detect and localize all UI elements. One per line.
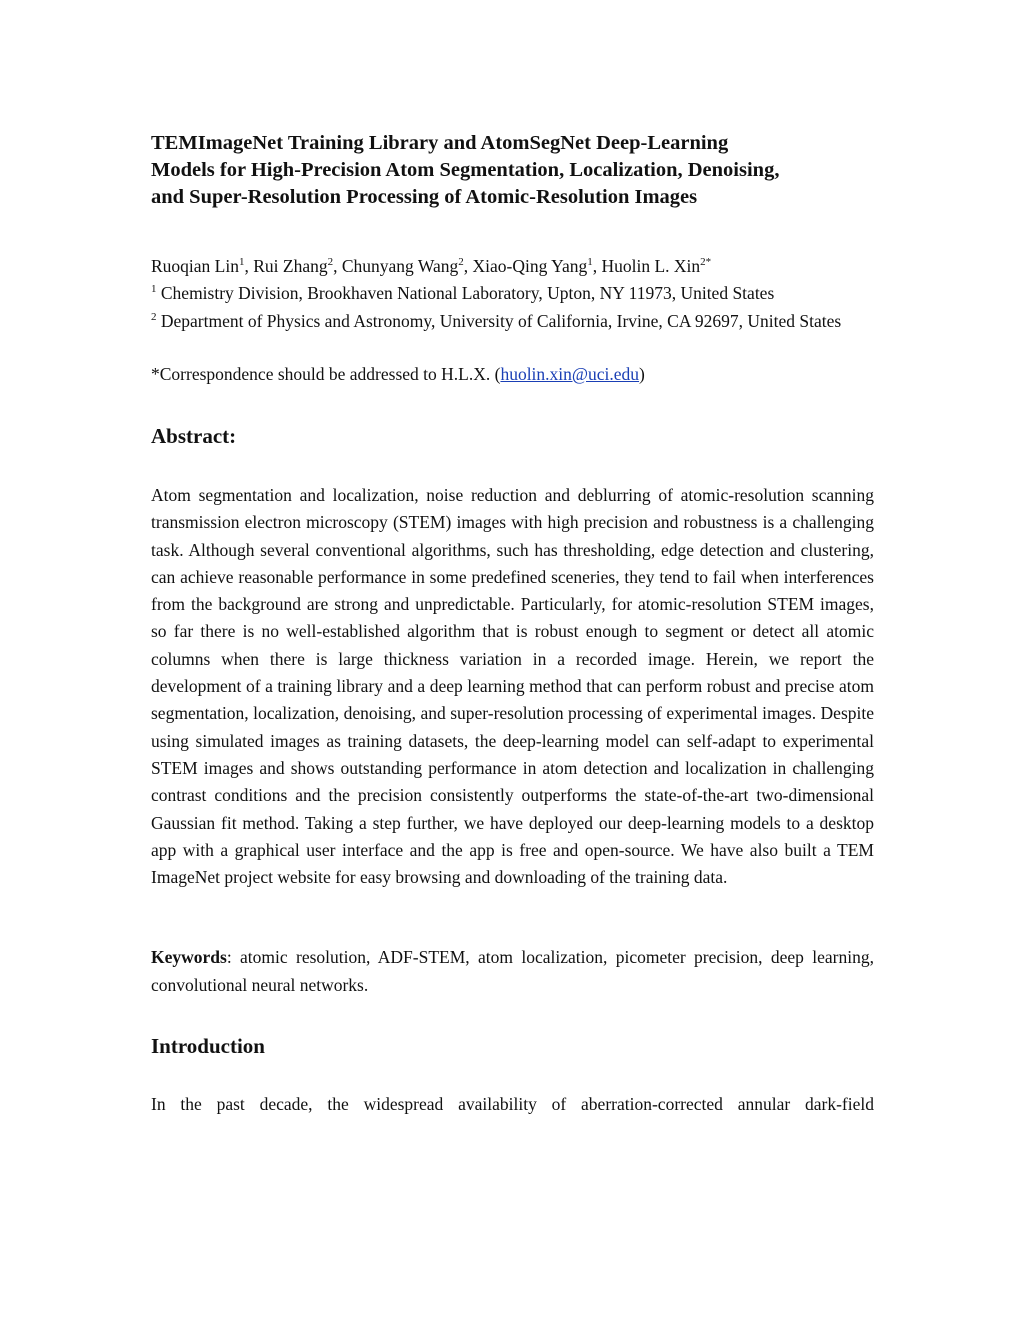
affiliation-mark: 1 [151, 283, 157, 295]
title-line: TEMImageNet Training Library and AtomSegNet Deep-Learning [151, 132, 729, 154]
author-name: Xiao-Qing Yang [472, 256, 588, 276]
abstract-body: Atom segmentation and localization, noise reduction and deblurring of atomic-resolution scanning transmission electron microscopy (STEM) images with high precision and robustness is a challenging task. Although several conventional algorithms, such has thresholding, edge detection and clustering, can achieve reasonable performance in some predefined sceneries, they tend to fail when interferences from the background are strong and unpredictable. Particularly, for atomic-resolution STEM images, so far there is no well-established algorithm that is robust enough to segment or detect all atomic columns when there is large thickness variation in a recorded image. Herein, we report the development of a training library and a deep learning method that can perform robust and precise atom segmentation, localization, denoising, and super-resolution processing of experimental images. Despite using simulated images as training datasets, the deep-learning model can self-adapt to experimental STEM images and shows outstanding performance in atom detection and localization in challenging contrast conditions and the precision consistently outperforms the state-of-the-art two-dimensional Gaussian fit method. Taking a step further, we have deployed our deep-learning models to a desktop app with a graphical user interface and the app is free and open-source. We have also built a TEM ImageNet project website for easy browsing and downloading of the training data. [151, 485, 874, 888]
introduction-first-line: In the past decade, the widespread availability of aberration-corrected annular dark-field [151, 1094, 874, 1115]
author-list [151, 253, 874, 280]
paper-title [151, 130, 874, 211]
author-name: Ruoqian Lin [151, 256, 239, 276]
affiliation-text: Department of Physics and Astronomy, University of California, Irvine, CA 92697, United States [160, 310, 842, 331]
correspondence-note [151, 361, 874, 388]
author-separator: , [333, 256, 342, 276]
title-line: and Super-Resolution Processing of Atomic-Resolution Images [151, 186, 698, 208]
author-affiliation-mark: 2 [458, 256, 464, 268]
abstract-heading: Abstract: [151, 424, 237, 448]
keywords-label: Keywords [151, 947, 227, 968]
author-name: Rui Zhang [253, 256, 328, 276]
title-line: Models for High-Precision Atom Segmentation, Localization, Denoising, [151, 159, 780, 181]
author-separator: , [463, 256, 473, 276]
correspondence-prefix: *Correspondence should be addressed to H.L.X. ( [151, 364, 501, 384]
keywords-text: : atomic resolution, ADF-STEM, atom localization, picometer precision, deep learning, convolutional neural networks. [151, 947, 874, 995]
author-affiliation-mark: 1 [587, 256, 593, 268]
correspondence-suffix: ) [639, 364, 645, 384]
author-affiliation-mark: 2* [700, 256, 712, 268]
affiliation-text: Chemistry Division, Brookhaven National Laboratory, Upton, NY 11973, United States [160, 283, 775, 303]
author-name: Chunyang Wang [341, 256, 459, 276]
introduction-heading: Introduction [151, 1034, 265, 1059]
affiliation-mark: 2 [151, 310, 157, 323]
author-name: Huolin L. Xin [601, 256, 701, 276]
author-separator: , [592, 256, 602, 276]
keywords-paragraph [151, 944, 874, 999]
email-link[interactable]: huolin.xin@uci.edu [500, 364, 640, 384]
affiliation [151, 308, 874, 336]
paper-page [151, 130, 874, 1119]
author-affiliation-mark: 2 [327, 256, 334, 268]
author-separator: , [244, 256, 254, 276]
author-affiliation-mark: 1 [238, 256, 245, 268]
affiliation [151, 280, 874, 308]
